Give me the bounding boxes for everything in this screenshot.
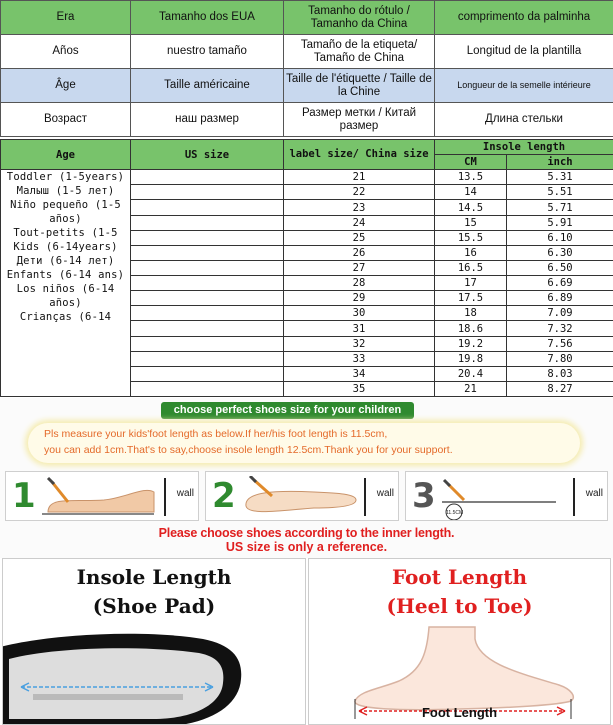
insole-inch-cell: 8.03 [507, 366, 613, 381]
ruler-label: 11.5CM [446, 510, 464, 516]
us-size-cell [131, 306, 284, 321]
measure-guide-banner [0, 398, 613, 558]
banner-title: choose perfect shoes size for your children [161, 402, 414, 419]
wall-label: wall [376, 488, 394, 499]
warning-line-2: US size is only a reference. [225, 540, 388, 554]
label-size-cell: 25 [284, 230, 435, 245]
header-cell: Taille américaine [131, 69, 284, 103]
insole-cm-cell: 15 [435, 215, 507, 230]
insole-cm-cell: 16 [435, 245, 507, 260]
label-size-cell: 24 [284, 215, 435, 230]
foot-outline-icon [234, 476, 364, 520]
wall-label: wall [176, 488, 194, 499]
us-size-cell [131, 245, 284, 260]
instruction-box [28, 423, 580, 463]
us-size-cell [131, 321, 284, 336]
insole-inch-cell: 6.89 [507, 291, 613, 306]
insole-inch-cell: 8.27 [507, 381, 613, 396]
insole-inch-cell: 5.31 [507, 170, 613, 185]
us-size-cell [131, 366, 284, 381]
us-size-cell [131, 336, 284, 351]
us-size-cell [131, 200, 284, 215]
label-size-cell: 31 [284, 321, 435, 336]
us-size-cell [131, 260, 284, 275]
age-group-label: Los niños (6-14 años) [16, 283, 115, 310]
insole-cm-cell: 14 [435, 185, 507, 200]
header-cell: Longitud de la plantilla [435, 35, 613, 69]
insole-inch-cell: 7.09 [507, 306, 613, 321]
insole-cm-cell: 20.4 [435, 366, 507, 381]
header-row-russian [1, 103, 613, 137]
label-size-cell: 28 [284, 276, 435, 291]
insole-title: Insole Length [76, 565, 232, 589]
foot-on-ruler-icon [34, 476, 164, 520]
age-group-label: Niño pequeño (1-5 años) [10, 199, 121, 226]
label-size-cell: 34 [284, 366, 435, 381]
foot-length-panel [308, 558, 611, 725]
header-cell: Era [1, 1, 131, 35]
age-group-label: Crianças (6-14 [19, 311, 112, 324]
header-cell: nuestro tamaño [131, 35, 284, 69]
step-number: 2 [212, 476, 236, 516]
insole-cm-cell: 15.5 [435, 230, 507, 245]
age-column-header: Age [1, 140, 131, 170]
cm-column-header: CM [435, 155, 507, 170]
foot-subtitle: (Heel to Toe) [386, 594, 533, 618]
insole-inch-cell: 6.69 [507, 276, 613, 291]
insole-cm-cell: 17.5 [435, 291, 507, 306]
foot-length-label: Foot Length [421, 705, 498, 720]
insole-cm-cell: 18 [435, 306, 507, 321]
header-cell: наш размер [131, 103, 284, 137]
insole-inch-cell: 6.30 [507, 245, 613, 260]
age-groups-cell [1, 170, 131, 397]
label-size-cell: 26 [284, 245, 435, 260]
insole-cm-cell: 13.5 [435, 170, 507, 185]
label-size-cell: 27 [284, 260, 435, 275]
insole-inch-cell: 6.50 [507, 260, 613, 275]
shoe-insole-illustration [3, 559, 306, 725]
insole-inch-cell: 7.32 [507, 321, 613, 336]
label-size-cell: 22 [284, 185, 435, 200]
header-cell: Âge [1, 69, 131, 103]
insole-subtitle: (Shoe Pad) [92, 594, 216, 618]
measure-step-1 [5, 471, 199, 521]
label-size-column-header: label size/ China size [284, 140, 435, 170]
label-size-cell: 29 [284, 291, 435, 306]
header-cell: Tamanho do rótulo / Tamanho da China [284, 1, 435, 35]
insole-cm-cell: 19.2 [435, 336, 507, 351]
us-size-cell [131, 276, 284, 291]
foot-title: Foot Length [391, 565, 528, 589]
wall-line [364, 478, 366, 516]
us-size-cell [131, 170, 284, 185]
instruction-line-1: Pls measure your kids'foot length as below.If her/his foot length is 11.5cm, [44, 428, 388, 440]
header-row-spanish [1, 35, 613, 69]
insole-length-panel [2, 558, 306, 725]
insole-inch-cell: 7.80 [507, 351, 613, 366]
age-group-label: Kids (6-14years) [13, 241, 118, 254]
header-cell: Возраст [1, 103, 131, 137]
us-size-cell [131, 230, 284, 245]
insole-inch-cell: 6.10 [507, 230, 613, 245]
wall-line [164, 478, 166, 516]
label-size-cell: 35 [284, 381, 435, 396]
wall-line [573, 478, 575, 516]
age-group-label: Toddler (1-5years) [6, 171, 125, 184]
insole-cm-cell: 19.8 [435, 351, 507, 366]
instruction-line-2: you can add 1cm.That's to say,choose insole length 12.5cm.Thank you for your support. [44, 444, 453, 456]
header-cell: comprimento da palminha [435, 1, 613, 35]
insole-inch-cell: 5.91 [507, 215, 613, 230]
us-size-cell [131, 381, 284, 396]
language-header-table [0, 0, 613, 137]
insole-inch-cell: 5.51 [507, 185, 613, 200]
header-cell: Longueur de la semelle intérieure [435, 69, 613, 103]
us-size-cell [131, 351, 284, 366]
insole-length-column-header: Insole length [435, 140, 613, 155]
label-size-cell: 30 [284, 306, 435, 321]
age-group-label: Tout-petits (1-5 [13, 227, 118, 240]
size-chart-table [0, 139, 613, 397]
wall-label: wall [585, 488, 603, 499]
us-size-cell [131, 215, 284, 230]
insole-cm-cell: 16.5 [435, 260, 507, 275]
header-row-french [1, 69, 613, 103]
step-number: 3 [412, 476, 436, 516]
insole-cm-cell: 17 [435, 276, 507, 291]
warning-line-1: Please choose shoes according to the inner length. [158, 526, 455, 540]
insole-inch-cell: 5.71 [507, 200, 613, 215]
header-cell: Tamanho dos EUA [131, 1, 284, 35]
header-cell: Años [1, 35, 131, 69]
insole-cm-cell: 18.6 [435, 321, 507, 336]
us-size-cell [131, 291, 284, 306]
us-size-cell [131, 185, 284, 200]
insole-inch-cell: 7.56 [507, 336, 613, 351]
insole-cm-cell: 21 [435, 381, 507, 396]
label-size-cell: 23 [284, 200, 435, 215]
insole-cm-cell: 14.5 [435, 200, 507, 215]
header-cell: Taille de l'étiquette / Taille de la Chine [284, 69, 435, 103]
step-number: 1 [12, 476, 36, 516]
inch-column-header: inch [507, 155, 613, 170]
label-size-cell: 21 [284, 170, 435, 185]
measure-step-2 [205, 471, 399, 521]
age-group-label: Enfants (6-14 ans) [6, 269, 125, 282]
label-size-cell: 33 [284, 351, 435, 366]
header-cell: Размер метки / Китай размер [284, 103, 435, 137]
header-row-portuguese [1, 1, 613, 35]
label-size-cell: 32 [284, 336, 435, 351]
length-comparison [0, 558, 613, 725]
header-cell: Длина стельки [435, 103, 613, 137]
table-row [1, 170, 613, 185]
size-chart-body [1, 170, 613, 397]
foot-side-illustration [309, 559, 611, 725]
us-size-column-header: US size [131, 140, 284, 170]
measure-step-3 [405, 471, 608, 521]
age-group-label: Дети (6-14 лет) [16, 255, 115, 268]
header-cell: Tamaño de la etiqueta/ Tamaño de China [284, 35, 435, 69]
age-group-label: Малыш (1-5 лет) [16, 185, 115, 198]
